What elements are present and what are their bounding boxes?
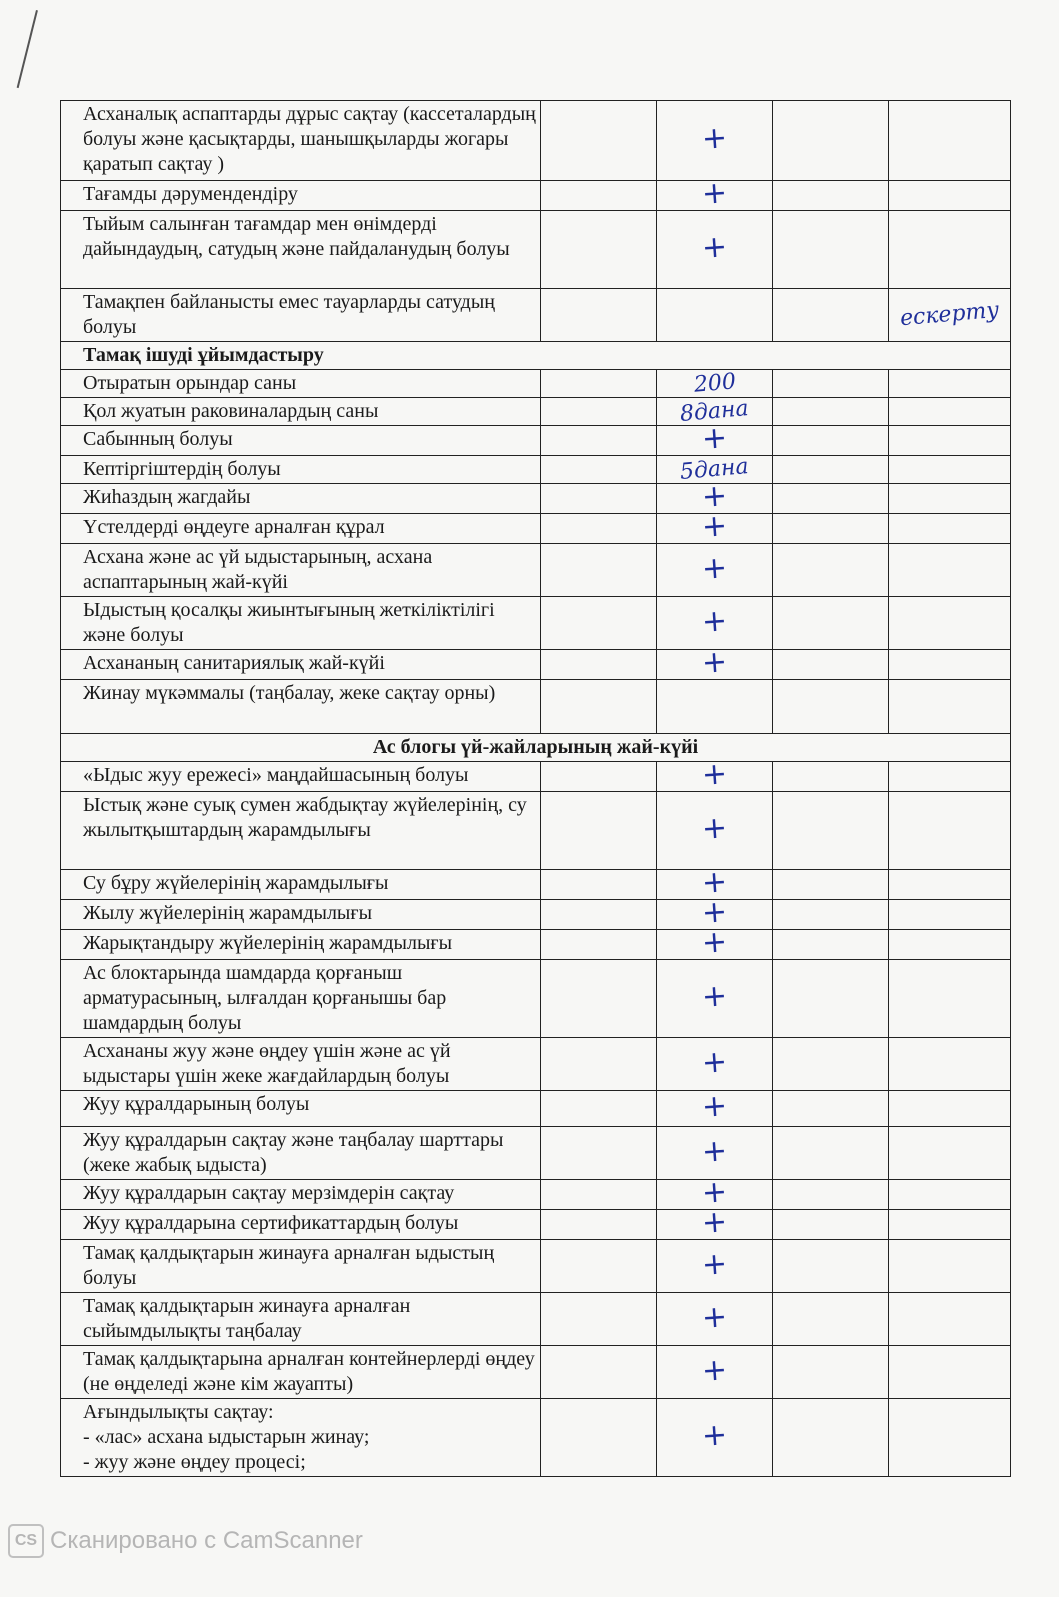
handwritten-check-mark — [657, 544, 773, 597]
handwritten-check-mark — [657, 508, 773, 545]
handwritten-check-mark — [657, 1038, 773, 1091]
empty-cell — [889, 930, 1011, 960]
empty-cell — [541, 1293, 657, 1346]
empty-cell — [773, 456, 889, 484]
empty-cell — [773, 1293, 889, 1346]
empty-cell — [541, 1038, 657, 1091]
empty-cell — [773, 289, 889, 342]
section-heading: Тамақ ішуді ұйымдастыру — [61, 342, 1011, 370]
empty-cell — [773, 1346, 889, 1399]
table-row — [61, 1091, 1011, 1127]
empty-cell — [541, 680, 657, 734]
plus-mark: + — [700, 1245, 729, 1283]
plus-mark: + — [700, 508, 729, 545]
table-row — [61, 734, 1011, 762]
empty-cell — [773, 960, 889, 1038]
handwritten-check-mark — [657, 960, 773, 1038]
empty-cell — [889, 1240, 1011, 1293]
handwritten-check-mark — [657, 101, 773, 181]
plus-mark: + — [700, 924, 729, 961]
handwritten-check-mark — [657, 1088, 773, 1127]
empty-cell — [541, 1399, 657, 1477]
criterion-text: Тыйым салынған тағамдар мен өнімдерді дайындаудың, сатудың және пайдаланудың болуы — [61, 211, 541, 289]
handwritten-check-mark — [657, 1204, 773, 1241]
plus-mark: + — [700, 1351, 729, 1389]
empty-cell — [889, 680, 1011, 734]
empty-cell — [541, 762, 657, 792]
empty-cell — [773, 870, 889, 900]
table-row — [61, 1038, 1011, 1091]
handwritten-check-mark — [657, 1127, 773, 1180]
empty-cell — [889, 370, 1011, 398]
criterion-text: Жуу құралдарының болуы — [61, 1091, 541, 1127]
criterion-text: Ыстық және суық сумен жабдықтау жүйелерінің, су жылытқыштардың жарамдылығы — [61, 792, 541, 870]
criterion-text: Жинау мүкәммалы (таңбалау, жеке сақтау орны) — [61, 680, 541, 734]
criterion-text: «Ыдыс жуу ережесі» маңдайшасының болуы — [61, 762, 541, 792]
empty-cell — [889, 398, 1011, 426]
empty-cell — [541, 900, 657, 930]
table-row — [61, 792, 1011, 870]
handwritten-check-mark — [657, 756, 773, 793]
criterion-text: Асхананы жуу және өңдеу үшін және ас үй ыдыстары үшін жеке жағдайлардың болуы — [61, 1038, 541, 1091]
criterion-text: Үстелдерді өңдеуге арналған құрал — [61, 514, 541, 544]
empty-cell — [773, 1091, 889, 1127]
table-row — [61, 426, 1011, 456]
plus-mark: + — [700, 894, 729, 931]
handwritten-value: 8дана — [679, 395, 750, 427]
empty-cell — [541, 484, 657, 514]
empty-cell — [541, 792, 657, 870]
empty-cell — [773, 398, 889, 426]
empty-cell — [889, 597, 1011, 650]
checklist-body — [61, 101, 1011, 1477]
empty-cell — [773, 792, 889, 870]
empty-cell — [889, 456, 1011, 484]
plus-mark: + — [700, 549, 729, 587]
table-row — [61, 484, 1011, 514]
table-row — [61, 1293, 1011, 1346]
table-row — [61, 1240, 1011, 1293]
table-row — [61, 597, 1011, 650]
handwritten-check-mark — [657, 1293, 773, 1346]
handwritten-check-mark — [657, 1346, 773, 1399]
page-edge-line — [17, 10, 38, 88]
empty-cell — [889, 1293, 1011, 1346]
camscanner-text: Сканировано с CamScanner — [50, 1527, 363, 1554]
handwritten-check-mark — [657, 597, 773, 650]
empty-cell — [773, 101, 889, 181]
empty-cell — [541, 1240, 657, 1293]
camscanner-logo: CS — [8, 1524, 44, 1558]
handwritten-note — [657, 370, 773, 398]
plus-mark: + — [700, 1088, 729, 1125]
empty-cell — [773, 211, 889, 289]
table-row — [61, 514, 1011, 544]
empty-cell — [773, 484, 889, 514]
plus-mark: + — [700, 229, 729, 266]
criterion-text: Жарықтандыру жүйелерінің жарамдылығы — [61, 930, 541, 960]
table-row — [61, 101, 1011, 181]
empty-cell — [773, 544, 889, 597]
criterion-text: Жуу құралдарына сертификаттардың болуы — [61, 1210, 541, 1240]
empty-cell — [541, 514, 657, 544]
criterion-text: Тамақ қалдықтарын жинауға арналған ыдыстың болуы — [61, 1240, 541, 1293]
plus-mark: + — [700, 1298, 729, 1336]
empty-cell — [889, 1127, 1011, 1180]
empty-cell — [541, 930, 657, 960]
empty-cell — [541, 456, 657, 484]
criterion-text: Асхананың санитариялық жай-күйі — [61, 650, 541, 680]
handwritten-check-mark — [657, 792, 773, 870]
table-row — [61, 762, 1011, 792]
criterion-text: Асханалық аспаптарды дұрыс сақтау (кассеталардың болуы және қасықтарды, шанышқыларды жогары қаратып сақтау ) — [61, 101, 541, 181]
empty-cell — [541, 1346, 657, 1399]
table-row — [61, 650, 1011, 680]
empty-cell — [541, 1127, 657, 1180]
empty-cell — [889, 484, 1011, 514]
empty-cell — [773, 1127, 889, 1180]
empty-cell — [773, 650, 889, 680]
table-row — [61, 1346, 1011, 1399]
empty-cell — [541, 1180, 657, 1210]
plus-mark: + — [700, 420, 729, 457]
empty-cell — [889, 650, 1011, 680]
empty-cell — [773, 900, 889, 930]
empty-cell — [773, 426, 889, 456]
plus-mark: + — [700, 1043, 729, 1081]
criterion-text: Асхана және ас үй ыдыстарының, асхана аспаптарының жай-күйі — [61, 544, 541, 597]
criterion-text: Кептіргіштердің болуы — [61, 456, 541, 484]
table-row — [61, 342, 1011, 370]
empty-cell — [541, 870, 657, 900]
criterion-text: Жуу құралдарын сақтау мерзімдерін сақтау — [61, 1180, 541, 1210]
criterion-text: Тағамды дәрумендендіру — [61, 181, 541, 211]
empty-cell — [773, 680, 889, 734]
empty-cell — [541, 101, 657, 181]
empty-cell — [889, 900, 1011, 930]
criterion-text: Ас блоктарында шамдарда қорғаныш арматурасының, ылғалдан қорғанышы бар шамдардың болуы — [61, 960, 541, 1038]
plus-mark: + — [700, 1132, 729, 1170]
empty-cell — [889, 792, 1011, 870]
plus-mark: + — [700, 120, 729, 157]
empty-cell — [889, 1346, 1011, 1399]
handwritten-check-mark — [657, 1399, 773, 1477]
plus-mark: + — [700, 1204, 729, 1241]
empty-cell — [889, 1180, 1011, 1210]
empty-cell — [889, 101, 1011, 181]
empty-cell — [773, 762, 889, 792]
empty-cell — [773, 1038, 889, 1091]
criterion-text: Ыдыстың қосалқы жиынтығының жеткіліктілігі және болуы — [61, 597, 541, 650]
criterion-text: Тамақпен байланысты емес тауарларды сатудың болуы — [61, 289, 541, 342]
empty-cell — [889, 1038, 1011, 1091]
empty-cell — [541, 1091, 657, 1127]
empty-cell — [889, 1091, 1011, 1127]
empty-cell — [541, 597, 657, 650]
empty-cell — [773, 1210, 889, 1240]
empty-cell — [773, 181, 889, 211]
empty-cell — [773, 1180, 889, 1210]
plus-mark: + — [700, 978, 729, 1015]
empty-cell — [541, 650, 657, 680]
checklist-table — [60, 100, 1011, 1477]
empty-cell — [889, 870, 1011, 900]
plus-mark: + — [700, 644, 729, 681]
handwritten-value: 200 — [692, 368, 737, 398]
criterion-text: Жиһаздың жагдайы — [61, 484, 541, 514]
empty-cell — [773, 1399, 889, 1477]
plus-mark: + — [700, 175, 729, 212]
handwritten-check-mark — [657, 211, 773, 289]
handwritten-note — [889, 289, 1011, 342]
empty-cell — [889, 1210, 1011, 1240]
empty-cell — [889, 1399, 1011, 1477]
empty-cell — [541, 426, 657, 456]
handwritten-value: ескерту — [898, 297, 1000, 332]
empty-cell — [541, 289, 657, 342]
table-row — [61, 211, 1011, 289]
table-row — [61, 1127, 1011, 1180]
empty-cell — [541, 181, 657, 211]
table-row — [61, 960, 1011, 1038]
criterion-text: Отыратын орындар саны — [61, 370, 541, 398]
table-row — [61, 900, 1011, 930]
empty-cell — [657, 680, 773, 734]
empty-cell — [541, 211, 657, 289]
table-row — [61, 456, 1011, 484]
criterion-text: Жылу жүйелерінің жарамдылығы — [61, 900, 541, 930]
empty-cell — [889, 211, 1011, 289]
table-row — [61, 1399, 1011, 1477]
criterion-text: Тамақ қалдықтарына арналған контейнерлерді өңдеу (не өңделеді және кім жауапты) — [61, 1346, 541, 1399]
criterion-text: Тамақ қалдықтарын жинауға арналған сыйымдылықты таңбалау — [61, 1293, 541, 1346]
empty-cell — [889, 426, 1011, 456]
plus-mark: + — [700, 756, 729, 793]
empty-cell — [773, 1240, 889, 1293]
empty-cell — [773, 597, 889, 650]
empty-cell — [657, 289, 773, 342]
section-heading: Ас блогы үй-жайларының жай-күйі — [61, 734, 1011, 762]
criterion-text: Қол жуатын раковиналардың саны — [61, 398, 541, 426]
empty-cell — [773, 930, 889, 960]
empty-cell — [889, 960, 1011, 1038]
camscanner-watermark — [8, 1524, 363, 1558]
empty-cell — [541, 960, 657, 1038]
table-row — [61, 1210, 1011, 1240]
empty-cell — [541, 1210, 657, 1240]
empty-cell — [889, 514, 1011, 544]
handwritten-check-mark — [657, 1240, 773, 1293]
empty-cell — [541, 370, 657, 398]
empty-cell — [889, 762, 1011, 792]
plus-mark: + — [700, 810, 729, 847]
plus-mark: + — [700, 864, 729, 901]
table-row — [61, 181, 1011, 211]
table-row — [61, 1180, 1011, 1210]
empty-cell — [773, 514, 889, 544]
handwritten-value: 5дана — [679, 453, 750, 485]
empty-cell — [889, 181, 1011, 211]
handwritten-check-mark — [657, 420, 773, 457]
table-row — [61, 930, 1011, 960]
criterion-text: Ағындылықты сақтау: - «лас» асхана ыдыстарын жинау; - жуу және өңдеу процесі; — [61, 1399, 541, 1477]
table-row — [61, 370, 1011, 398]
plus-mark: + — [700, 478, 729, 515]
table-row — [61, 289, 1011, 342]
criterion-text: Сабынның болуы — [61, 426, 541, 456]
plus-mark: + — [700, 1174, 729, 1211]
plus-mark: + — [700, 602, 729, 640]
empty-cell — [541, 398, 657, 426]
handwritten-check-mark — [657, 175, 773, 212]
criterion-text: Су бұру жүйелерінің жарамдылығы — [61, 870, 541, 900]
plus-mark: + — [700, 1417, 729, 1454]
table-row — [61, 680, 1011, 734]
criterion-text: Жуу құралдарын сақтау және таңбалау шарттары (жеке жабық ыдыста) — [61, 1127, 541, 1180]
empty-cell — [889, 544, 1011, 597]
checklist-sheet — [60, 100, 1010, 1477]
empty-cell — [773, 370, 889, 398]
empty-cell — [541, 544, 657, 597]
handwritten-check-mark — [657, 924, 773, 961]
table-row — [61, 398, 1011, 426]
table-row — [61, 544, 1011, 597]
table-row — [61, 870, 1011, 900]
handwritten-check-mark — [657, 644, 773, 681]
